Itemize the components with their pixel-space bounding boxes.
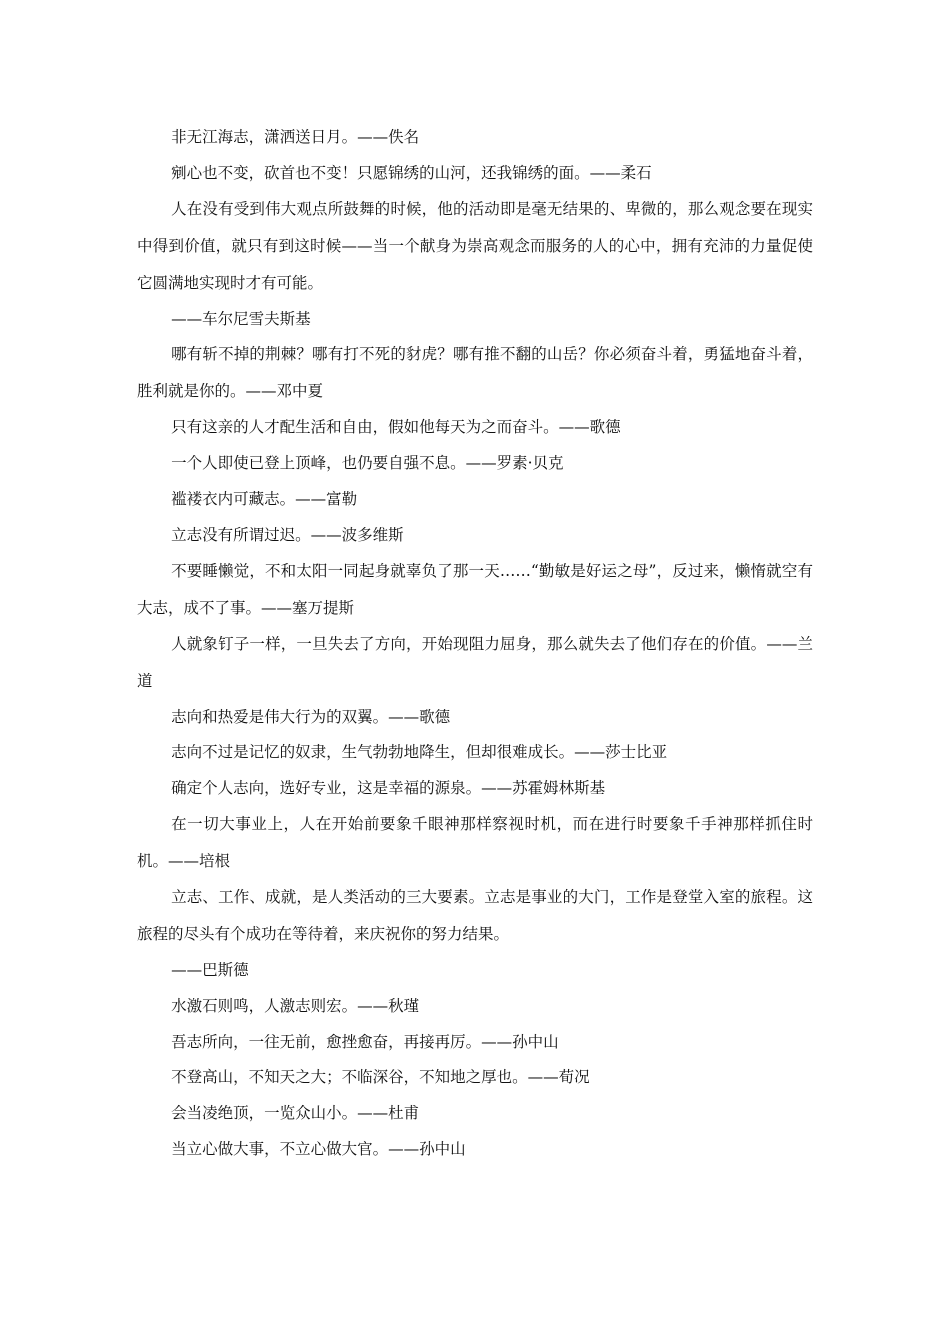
quote-paragraph: 一个人即使已登上顶峰，也仍要自强不息。——罗素·贝克 — [171, 454, 564, 473]
document-body — [137, 124, 813, 1172]
quote-paragraph: 不要睡懒觉，不和太阳一同起身就辜负了那一天……“勤敏是好运之母”，反过来，懒惰就空有大志，成不了事。——塞万提斯 — [137, 561, 813, 617]
quote-paragraph: 非无江海志，潇洒送日月。——佚名 — [171, 128, 420, 146]
quote-paragraph: 当立心做大事，不立心做大官。——孙中山 — [171, 1139, 466, 1158]
quote-attribution: ——车尔尼雪夫斯基 — [171, 309, 311, 328]
quote-paragraph: 志向不过是记忆的奴隶，生气勃勃地降生，但却很难成长。——莎士比亚 — [171, 743, 668, 762]
quote-paragraph: 剜心也不变，砍首也不变！只愿锦绣的山河，还我锦绣的面。——柔石 — [171, 163, 652, 182]
quote-paragraph: 哪有斩不掉的荆棘？哪有打不死的豺虎？哪有推不翻的山岳？你必须奋斗着，勇猛地奋斗着，胜利就是你的。——邓中夏 — [137, 345, 813, 401]
quote-paragraph: 只有这亲的人才配生活和自由，假如他每天为之而奋斗。——歌德 — [171, 418, 621, 437]
quote-paragraph: 人在没有受到伟大观点所鼓舞的时候，他的活动即是毫无结果的、卑微的，那么观念要在现实中得到价值，就只有到这时候——当一个献身为崇高观念而服务的人的心中，拥有充沛的力量促使它圆满地实现时才有可能。 — [137, 199, 813, 292]
quote-paragraph: 会当凌绝顶，一览众山小。——杜甫 — [171, 1104, 420, 1123]
quote-paragraph: 立志没有所谓过迟。——波多维斯 — [171, 525, 404, 544]
quote-paragraph: 在一切大事业上，人在开始前要象千眼神那样察视时机，而在进行时要象千手神那样抓住时机。——培根 — [137, 814, 813, 870]
quote-paragraph: 志向和热爱是伟大行为的双翼。——歌德 — [171, 707, 451, 726]
quote-paragraph: 褴褛衣内可藏志。——富勒 — [171, 489, 358, 508]
quote-paragraph: 立志、工作、成就，是人类活动的三大要素。立志是事业的大门，工作是登堂入室的旅程。这旅程的尽头有个成功在等待着，来庆祝你的努力结果。 — [137, 887, 813, 943]
quote-paragraph: 吾志所向，一往无前，愈挫愈奋，再接再厉。——孙中山 — [171, 1032, 559, 1051]
quote-attribution: ——巴斯德 — [171, 960, 249, 979]
quote-paragraph: 不登高山，不知天之大；不临深谷，不知地之厚也。——荀况 — [171, 1068, 590, 1087]
quote-paragraph: 确定个人志向，选好专业，这是幸福的源泉。——苏霍姆林斯基 — [171, 779, 606, 798]
quote-paragraph: 水激石则鸣，人激志则宏。——秋瑾 — [171, 996, 420, 1015]
quote-paragraph: 人就象钉子一样，一旦失去了方向，开始现阻力屈身，那么就失去了他们存在的价值。——兰道 — [137, 634, 813, 690]
